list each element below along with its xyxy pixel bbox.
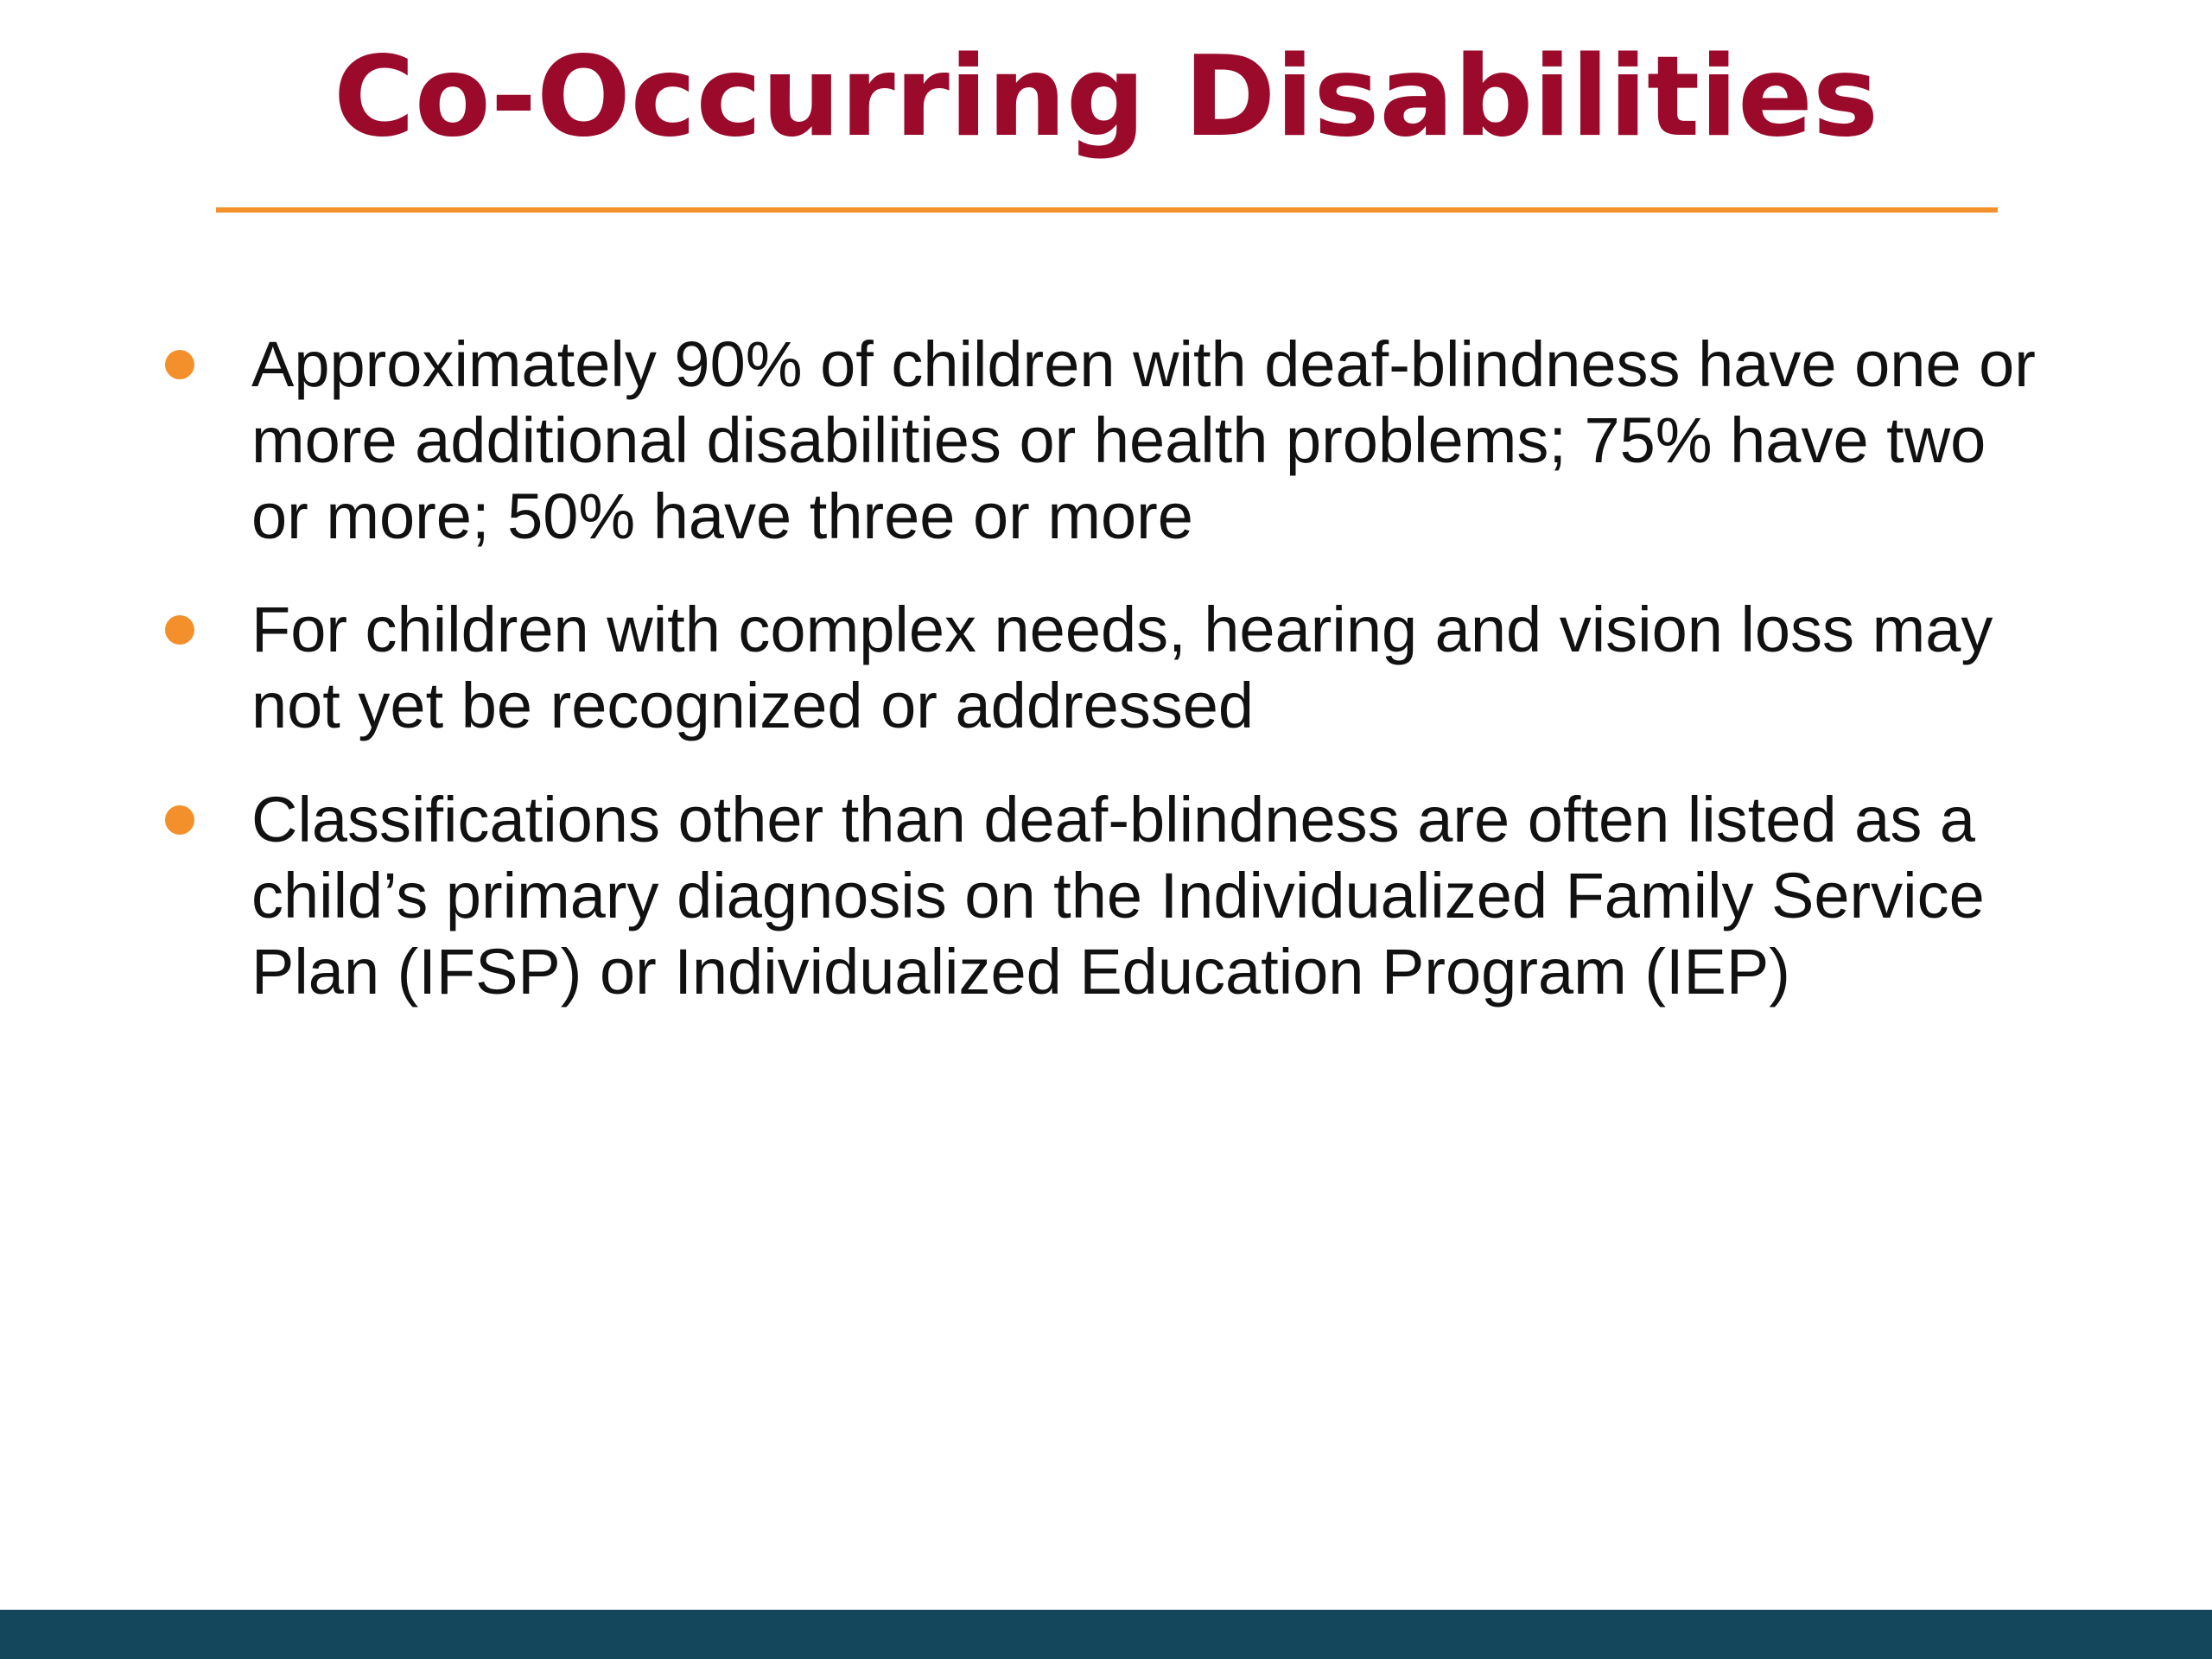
slide-title: Co-Occurring Disabilities — [333, 33, 1879, 162]
bullet-text: For children with complex needs, hearing and vision loss may not yet be recognized or addressed — [251, 594, 1993, 741]
bullet-dot-icon — [165, 350, 194, 379]
bullet-text: Approximately 90% of children with deaf-blindness have one or more additional disabilities or health problems; 75% have two or more; 50% have three or more — [251, 328, 2036, 552]
bullet-text: Classifications other than deaf-blindness are often listed as a child’s primary diagnosis on the Individualized Family Service Plan (IFSP) or Individualized Education Program (IEP) — [251, 784, 1985, 1007]
bullet-dot-icon — [165, 615, 194, 645]
footer-bar — [0, 1610, 2212, 1659]
bullet-dot-icon — [165, 805, 194, 835]
